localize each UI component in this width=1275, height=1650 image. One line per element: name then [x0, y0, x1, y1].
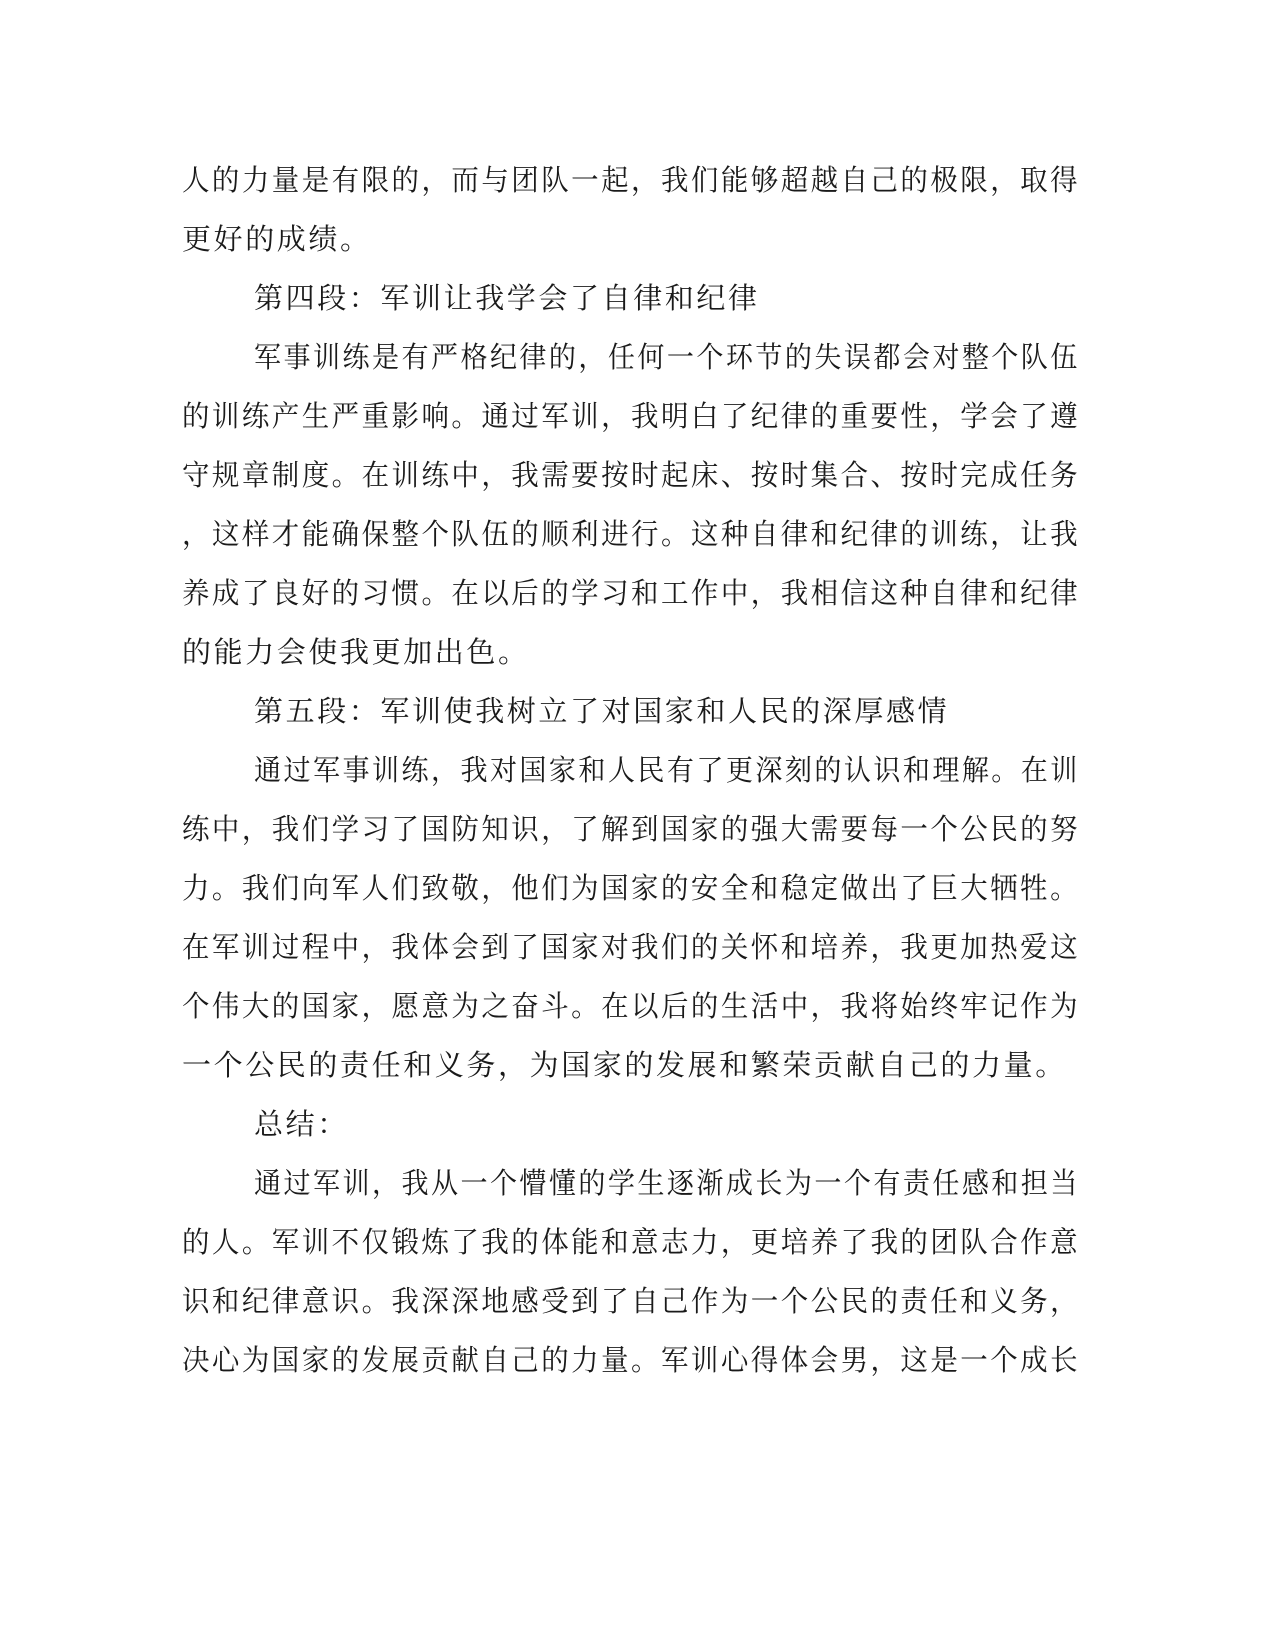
text-line: 养成了良好的习惯。在以后的学习和工作中，我相信这种自律和纪律	[182, 576, 1081, 610]
section-heading: 第五段：军训使我树立了对国家和人民的深厚感情	[254, 694, 950, 728]
paragraph-first-line: 通过军事训练，我对国家和人民有了更深刻的认识和理解。在训	[254, 753, 1080, 787]
text-line: 个伟大的国家，愿意为之奋斗。在以后的生活中，我将始终牢记作为	[182, 989, 1081, 1023]
section-heading: 总结：	[254, 1107, 349, 1141]
text-line: 一个公民的责任和义务，为国家的发展和繁荣贡献自己的力量。	[182, 1048, 1067, 1082]
text-line: 练中，我们学习了国防知识，了解到国家的强大需要每一个公民的努	[182, 812, 1081, 846]
text-line: 的人。军训不仅锻炼了我的体能和意志力，更培养了我的团队合作意	[182, 1225, 1081, 1259]
section-heading: 第四段：军训让我学会了自律和纪律	[254, 281, 760, 315]
text-line: 力。我们向军人们致敬，他们为国家的安全和稳定做出了巨大牺牲。	[182, 871, 1081, 905]
text-line: 人的力量是有限的，而与团队一起，我们能够超越自己的极限，取得	[182, 163, 1081, 197]
text-line: 守规章制度。在训练中，我需要按时起床、按时集合、按时完成任务	[182, 458, 1081, 492]
text-line: 决心为国家的发展贡献自己的力量。军训心得体会男，这是一个成长	[182, 1343, 1081, 1377]
text-line: 更好的成绩。	[182, 222, 372, 256]
text-line: 在军训过程中，我体会到了国家对我们的关怀和培养，我更加热爱这	[182, 930, 1081, 964]
text-line: ，这样才能确保整个队伍的顺利进行。这种自律和纪律的训练，让我	[182, 517, 1081, 551]
text-line: 识和纪律意识。我深深地感受到了自己作为一个公民的责任和义务，	[182, 1284, 1081, 1318]
paragraph-first-line: 军事训练是有严格纪律的，任何一个环节的失误都会对整个队伍	[254, 340, 1080, 374]
text-line: 的训练产生严重影响。通过军训，我明白了纪律的重要性，学会了遵	[182, 399, 1081, 433]
paragraph-first-line: 通过军训，我从一个懵懂的学生逐渐成长为一个有责任感和担当	[254, 1166, 1080, 1200]
text-line: 的能力会使我更加出色。	[182, 635, 530, 669]
